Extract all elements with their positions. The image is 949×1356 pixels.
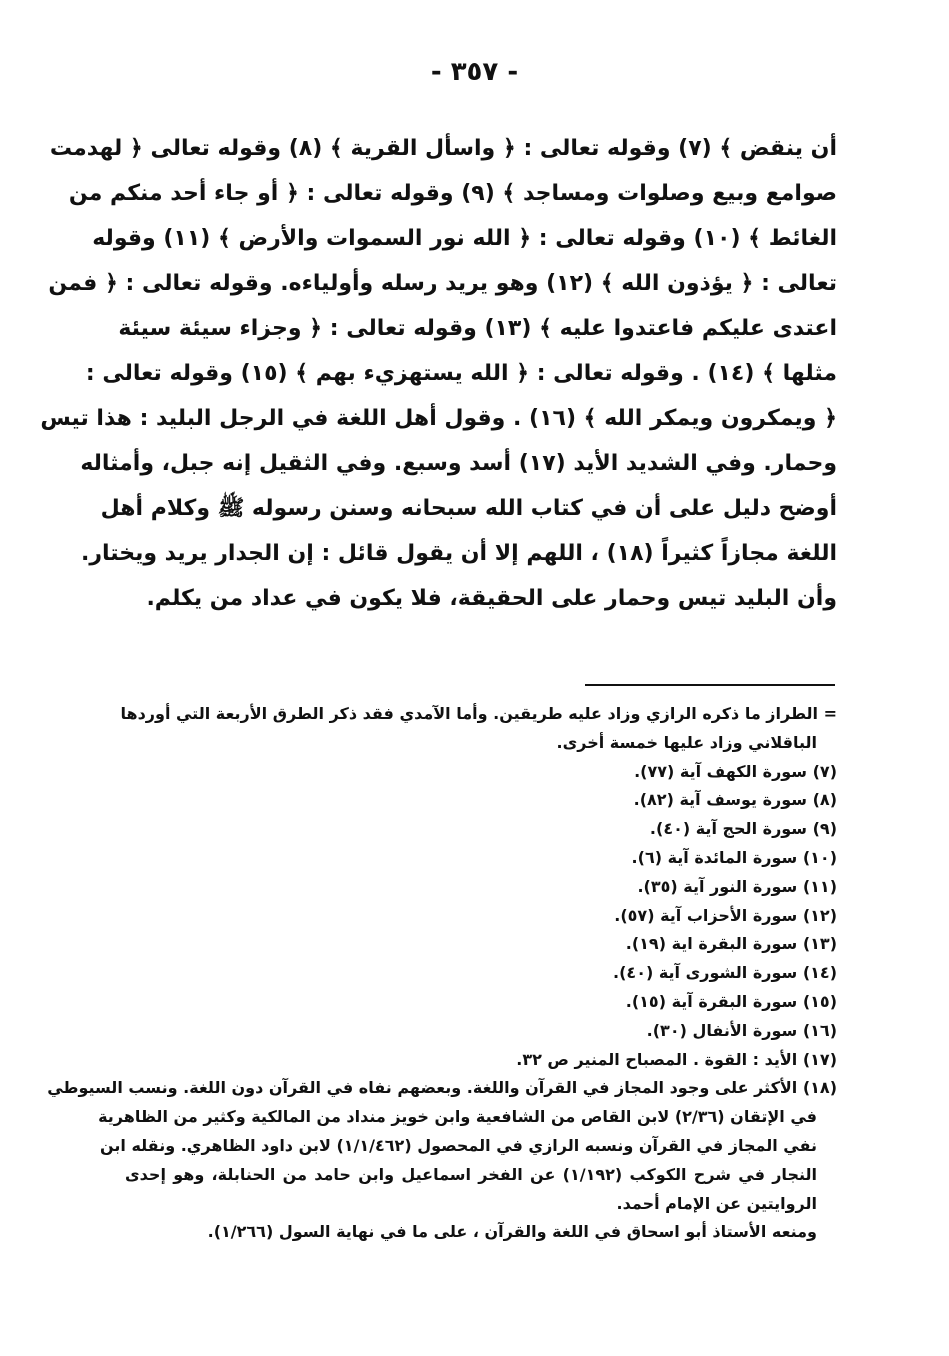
footnote-item: (١٤) سورة الشورى آية (٤٠). bbox=[613, 963, 837, 983]
main-text-line: أن ينقض ﴾ (٧) وقوله تعالى : ﴿ واسأل القرية ﴾ (٨) وقوله تعالى ﴿ لهدمت bbox=[49, 136, 837, 161]
main-text-line: صوامع وبيع وصلوات ومساجد ﴾ (٩) وقوله تعالى : ﴿ أو جاء أحد منكم من bbox=[68, 181, 837, 206]
footnote-item: (١٦) سورة الأنفال (٣٠). bbox=[646, 1020, 837, 1040]
footnote-continuation-line: الباقلاني وزاد عليها خمسة أخرى. bbox=[556, 732, 817, 752]
main-text-line: ﴿ ويمكرون ويمكر الله ﴾ (١٦) . وقول أهل اللغة في الرجل البليد : هذا تيس bbox=[40, 406, 837, 431]
main-text-line: وحمار. وفي الشديد الأيد (١٧) أسد وسبع. وفي الثقيل إنه جبل، وأمثاله bbox=[80, 451, 837, 476]
footnote-18-line: في الإتقان (٢/٣٦) لابن القاص من الشافعية وابن خويز منداد من المالكية وكثير من الظاهرية bbox=[98, 1107, 817, 1127]
footnotes bbox=[47, 700, 837, 1247]
footnote-18-line: (١٨) الأكثر على وجود المجاز في القرآن واللغة. وبعضهم نفاه في القرآن دون اللغة. ونسب السيوطي bbox=[47, 1078, 837, 1098]
footnote-closing: ومنعه الأستاذ أبو اسحاق في اللغة والقرآن ، على ما في نهاية السول (١/٢٦٦). bbox=[207, 1222, 817, 1242]
page-number: - ٣٥٧ - bbox=[430, 57, 519, 87]
footnote-item: (١٠) سورة المائدة آية (٦). bbox=[631, 847, 837, 867]
footnote-item: (٨) سورة يوسف آية (٨٢). bbox=[633, 790, 837, 810]
footnote-item: (١٢) سورة الأحزاب آية (٥٧). bbox=[614, 905, 837, 925]
footnote-item: (٩) سورة الحج آية (٤٠). bbox=[649, 819, 837, 839]
main-text-line: وأن البليد تيس وحمار على الحقيقة، فلا يكون في عداد من يكلم. bbox=[146, 586, 837, 611]
footnote-18-line: نفي المجاز في القرآن ونسبه الرازي في المحصول (١/١/٤٦٢) لابن داود الظاهري. ونقله ابن bbox=[99, 1135, 817, 1155]
footnote-18-line: الروايتين عن الإمام أحمد. bbox=[616, 1193, 817, 1213]
footnote-item: (١١) سورة النور آية (٣٥). bbox=[637, 876, 837, 896]
main-text-line: تعالى : ﴿ يؤذون الله ﴾ (١٢) وهو يريد رسله وأولياءه. وقوله تعالى : ﴿ فمن bbox=[48, 271, 837, 296]
main-text-line: اللغة مجازاً كثيراً (١٨) ، اللهم إلا أن يقول قائل : إن الجدار يريد ويختار. bbox=[80, 541, 837, 566]
footnote-item: (٧) سورة الكهف آية (٧٧). bbox=[634, 761, 837, 781]
footnote-item: (١٧) الأيد : القوة . المصباح المنير ص ٣٢. bbox=[516, 1049, 837, 1069]
main-text bbox=[40, 126, 837, 621]
main-text-line: أوضح دليل على أن في كتاب الله سبحانه وسنن رسوله ﷺ وكلام أهل bbox=[100, 496, 837, 521]
footnote-item: (١٥) سورة البقرة آية (١٥). bbox=[625, 991, 837, 1011]
footnote-item: (١٣) سورة البقرة اية (١٩). bbox=[625, 934, 837, 954]
footnote-separator bbox=[585, 684, 835, 686]
main-text-line: اعتدى عليكم فاعتدوا عليه ﴾ (١٣) وقوله تعالى : ﴿ وجزاء سيئة سيئة bbox=[118, 316, 837, 341]
footnote-18-line: النجار في شرح الكوكب (١/١٩٢) عن الفخر اسماعيل وابن حامد من الحنابلة، وهو إحدى bbox=[125, 1164, 817, 1184]
footnote-continuation-line: = الطراز ما ذكره الرازي وزاد عليه طريقين. وأما الآمدي فقد ذكر الطرق الأربعة التي أوردها bbox=[120, 704, 837, 723]
main-text-line: الغائط ﴾ (١٠) وقوله تعالى : ﴿ الله نور السموات والأرض ﴾ (١١) وقوله bbox=[92, 226, 837, 251]
main-text-line: مثلها ﴾ (١٤) . وقوله تعالى : ﴿ الله يستهزيء بهم ﴾ (١٥) وقوله تعالى : bbox=[85, 361, 837, 386]
